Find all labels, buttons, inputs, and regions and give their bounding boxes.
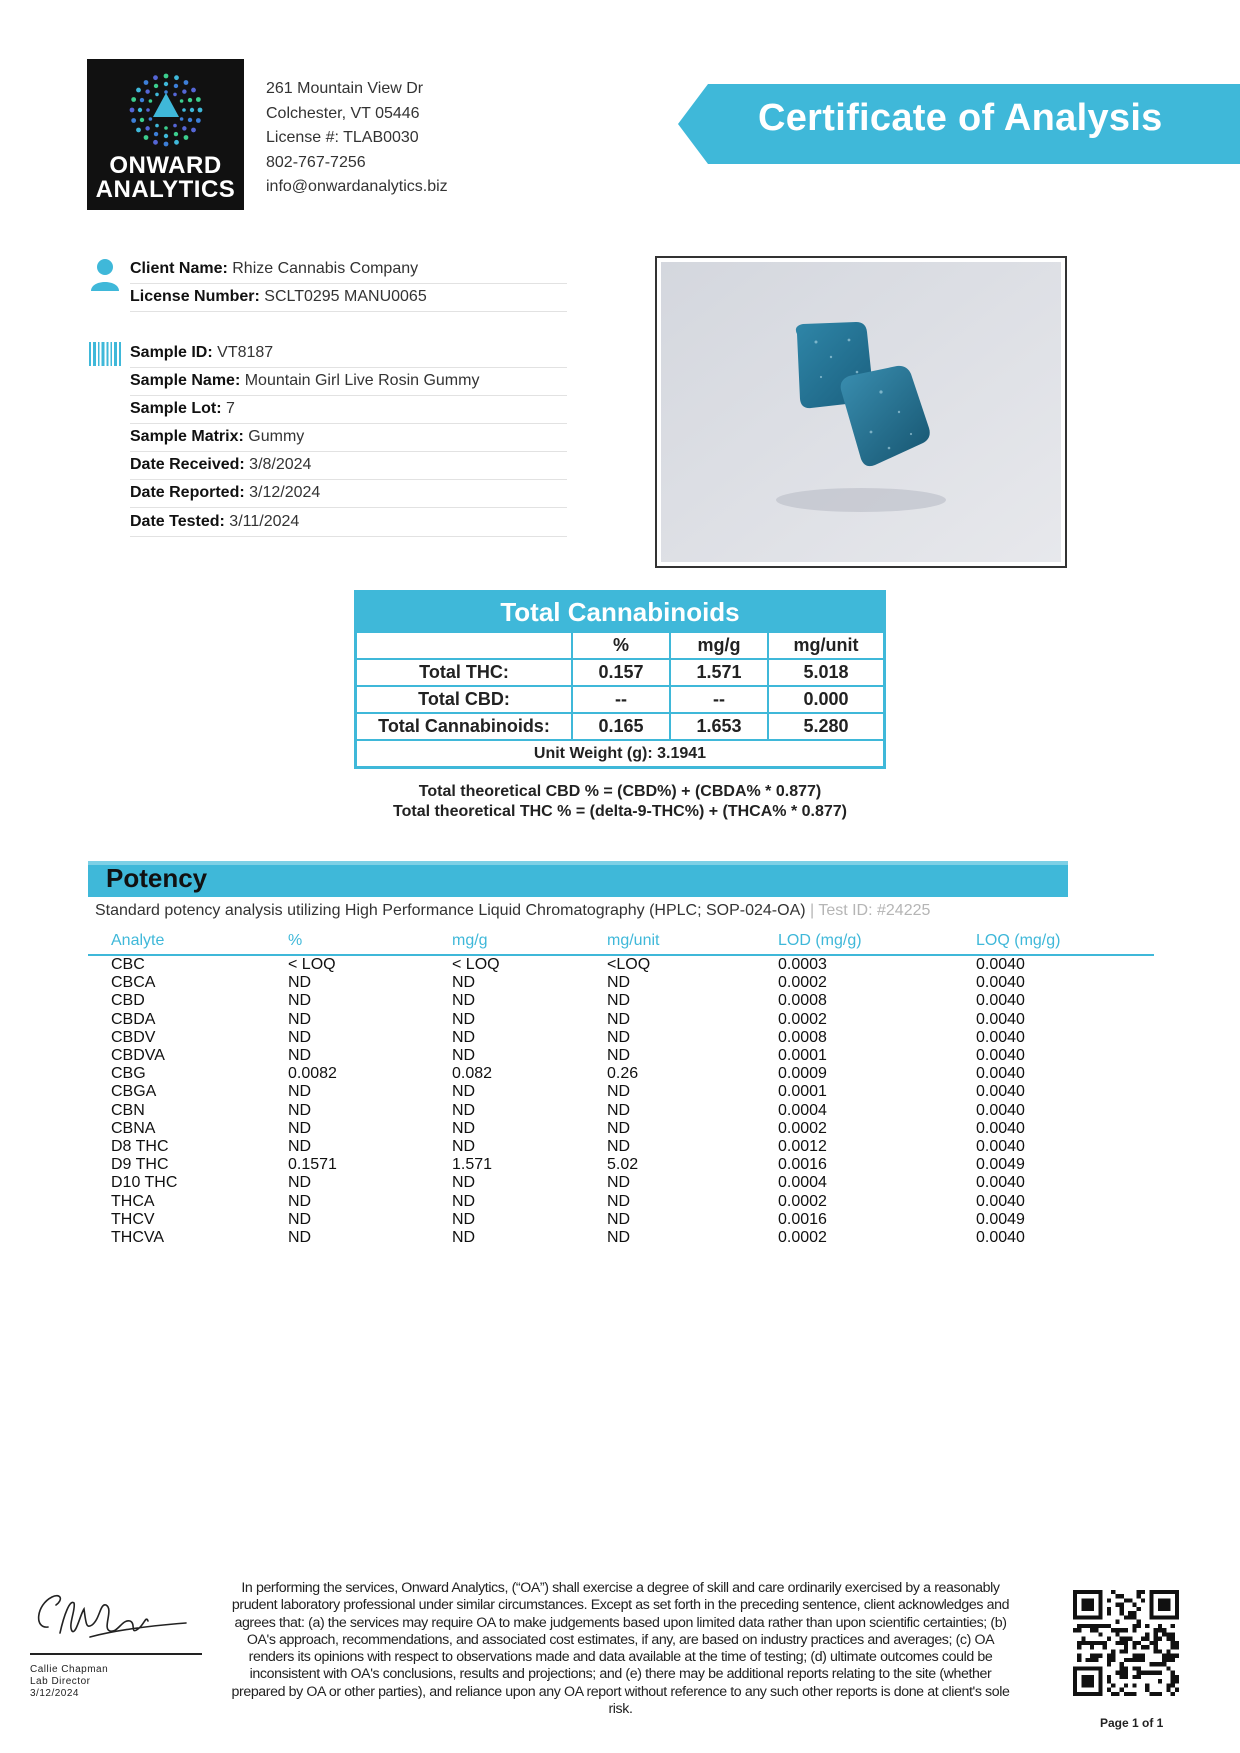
lod-cell: 0.0008 <box>778 992 827 1010</box>
potency-header-percent: % <box>265 928 429 955</box>
mgunit-cell: <LOQ <box>607 956 651 973</box>
potency-row <box>88 1047 1154 1065</box>
potency-header-loq: LOQ (mg/g) <box>953 928 1154 955</box>
lod-cell: 0.0004 <box>778 1101 827 1119</box>
mgunit-cell: 0.26 <box>607 1065 639 1083</box>
potency-row <box>88 1029 1154 1047</box>
mgunit-cell: ND <box>607 1101 631 1119</box>
client-name-row <box>130 256 567 284</box>
logo-line-1: ONWARD <box>109 152 222 179</box>
percent-cell: 0.1571 <box>288 1156 337 1174</box>
analyte-cell: CBDA <box>111 1010 156 1028</box>
unit-weight: Unit Weight (g): 3.1941 <box>356 740 885 768</box>
potency-header-analyte: Analyte <box>88 928 265 955</box>
lod-cell: 0.0002 <box>778 1119 827 1137</box>
sample-matrix-value: Gummy <box>248 428 305 445</box>
onward-analytics-logo <box>87 59 244 210</box>
loq-cell: 0.0040 <box>976 974 1025 992</box>
potency-row <box>88 1120 1154 1138</box>
percent-cell: ND <box>288 1083 312 1101</box>
analyte-cell: CBDVA <box>111 1047 165 1065</box>
barcode-icon <box>89 342 121 366</box>
potency-test-id: | Test ID: #24225 <box>805 902 931 919</box>
signature-date: 3/12/2024 <box>30 1688 79 1699</box>
tc-cell: -- <box>670 686 768 713</box>
lod-cell: 0.0002 <box>778 1010 827 1028</box>
mgunit-cell: ND <box>607 1192 631 1210</box>
date-received-label: Date Received: <box>130 456 245 473</box>
percent-cell: ND <box>288 1174 312 1192</box>
potency-row <box>88 1211 1154 1229</box>
percent-cell: ND <box>288 1229 312 1247</box>
loq-cell: 0.0040 <box>976 1083 1025 1101</box>
mgunit-cell: ND <box>607 1229 631 1247</box>
sample-photo <box>661 262 1061 562</box>
percent-cell: ND <box>288 1028 312 1046</box>
license-line: License #: TLAB0030 <box>266 129 419 146</box>
formula-notes <box>300 782 940 822</box>
tc-cell: Total Cannabinoids: <box>356 713 573 740</box>
sample-id-label: Sample ID: <box>130 344 213 361</box>
lod-cell: 0.0008 <box>778 1028 827 1046</box>
loq-cell: 0.0040 <box>976 956 1025 973</box>
date-reported-row <box>130 480 567 508</box>
mgg-cell: ND <box>452 1138 476 1156</box>
loq-cell: 0.0049 <box>976 1210 1025 1228</box>
mgg-cell: ND <box>452 1047 476 1065</box>
client-name-value: Rhize Cannabis Company <box>232 260 419 277</box>
potency-header-mgg: mg/g <box>429 928 584 955</box>
percent-cell: ND <box>288 992 312 1010</box>
percent-cell: 0.0082 <box>288 1065 337 1083</box>
potency-row <box>88 1065 1154 1083</box>
document-title: Certificate of Analysis <box>758 97 1163 139</box>
mgunit-cell: ND <box>607 1083 631 1101</box>
mgg-cell: ND <box>452 1229 476 1247</box>
tc-header-cell: % <box>572 632 670 659</box>
mgg-cell: ND <box>452 1028 476 1046</box>
address-line: Colchester, VT 05446 <box>266 104 420 122</box>
potency-row <box>88 974 1154 992</box>
mgunit-cell: ND <box>607 1047 631 1065</box>
loq-cell: 0.0040 <box>976 992 1025 1010</box>
tc-cell: 1.571 <box>670 659 768 686</box>
tc-row-total-thc <box>356 659 885 686</box>
percent-cell: ND <box>288 974 312 992</box>
lod-cell: 0.0001 <box>778 1083 827 1101</box>
mgg-cell: 1.571 <box>452 1156 493 1174</box>
sample-name-value: Mountain Girl Live Rosin Gummy <box>244 372 480 389</box>
percent-cell: ND <box>288 1119 312 1137</box>
loq-cell: 0.0040 <box>976 1101 1025 1119</box>
logo-line-2: ANALYTICS <box>95 176 236 203</box>
loq-cell: 0.0049 <box>976 1156 1025 1174</box>
loq-cell: 0.0040 <box>976 1065 1025 1083</box>
mgunit-cell: ND <box>607 1028 631 1046</box>
percent-cell: ND <box>288 1138 312 1156</box>
potency-table <box>88 928 1154 1247</box>
total-cannabinoids-title: Total Cannabinoids <box>356 592 885 633</box>
sample-id-row <box>130 340 567 368</box>
lod-cell: 0.0002 <box>778 1229 827 1247</box>
date-tested-value: 3/11/2024 <box>229 513 300 530</box>
email-line: info@onwardanalytics.biz <box>266 178 448 195</box>
percent-cell: < LOQ <box>288 956 336 973</box>
mgunit-cell: 5.02 <box>607 1156 639 1174</box>
mgg-cell: ND <box>452 992 476 1010</box>
lod-cell: 0.0002 <box>778 974 827 992</box>
mgg-cell: ND <box>452 1174 476 1192</box>
potency-row <box>88 1011 1154 1029</box>
address-line: 261 Mountain View Dr <box>266 80 424 97</box>
potency-row <box>88 1174 1154 1192</box>
sample-lot-row <box>130 396 567 424</box>
signer-name: Callie Chapman <box>30 1664 109 1675</box>
potency-row <box>88 1229 1154 1247</box>
sample-name-label: Sample Name: <box>130 372 241 389</box>
tc-cell: 0.000 <box>768 686 885 713</box>
mgg-cell: ND <box>452 1119 476 1137</box>
analyte-cell: D9 THC <box>111 1156 169 1174</box>
tc-cell: 0.165 <box>572 713 670 740</box>
tc-cell: 0.157 <box>572 659 670 686</box>
date-received-row <box>130 452 567 480</box>
mgunit-cell: ND <box>607 1119 631 1137</box>
loq-cell: 0.0040 <box>976 1028 1025 1046</box>
signature-image <box>30 1585 190 1651</box>
potency-row <box>88 1193 1154 1211</box>
analyte-cell: CBG <box>111 1065 146 1083</box>
loq-cell: 0.0040 <box>976 1010 1025 1028</box>
certificate-banner <box>678 84 1240 164</box>
lod-cell: 0.0003 <box>778 956 827 973</box>
tc-cell: Total CBD: <box>356 686 573 713</box>
analyte-cell: CBGA <box>111 1083 157 1101</box>
date-tested-row <box>130 509 567 537</box>
sample-lot-value: 7 <box>226 400 235 417</box>
loq-cell: 0.0040 <box>976 1174 1025 1192</box>
tc-row-total-cannabinoids <box>356 713 885 740</box>
percent-cell: ND <box>288 1101 312 1119</box>
potency-title: Potency <box>106 863 208 893</box>
date-reported-label: Date Reported: <box>130 484 245 501</box>
analyte-cell: THCV <box>111 1210 155 1228</box>
license-number-value: SCLT0295 MANU0065 <box>264 288 427 305</box>
analyte-cell: D8 THC <box>111 1138 169 1156</box>
signature-line <box>30 1653 202 1655</box>
percent-cell: ND <box>288 1210 312 1228</box>
percent-cell: ND <box>288 1192 312 1210</box>
potency-row <box>88 992 1154 1010</box>
tc-header-cell: mg/unit <box>768 632 885 659</box>
loq-cell: 0.0040 <box>976 1047 1025 1065</box>
analyte-cell: CBN <box>111 1101 145 1119</box>
qr-code-icon[interactable] <box>1073 1590 1179 1696</box>
mgg-cell: ND <box>452 1010 476 1028</box>
loq-cell: 0.0040 <box>976 1192 1025 1210</box>
potency-header-mgunit: mg/unit <box>584 928 755 955</box>
analyte-cell: CBC <box>111 956 145 973</box>
lod-cell: 0.0001 <box>778 1047 827 1065</box>
date-tested-label: Date Tested: <box>130 513 225 530</box>
tc-header-cell: mg/g <box>670 632 768 659</box>
tc-header-cell <box>356 632 573 659</box>
page-number: Page 1 of 1 <box>1100 1716 1164 1730</box>
lod-cell: 0.0004 <box>778 1174 827 1192</box>
lod-cell: 0.0016 <box>778 1210 827 1228</box>
analyte-cell: CBCA <box>111 974 156 992</box>
client-name-label: Client Name: <box>130 260 228 277</box>
mgunit-cell: ND <box>607 992 631 1010</box>
mgg-cell: ND <box>452 1101 476 1119</box>
sample-matrix-row <box>130 424 567 452</box>
loq-cell: 0.0040 <box>976 1229 1025 1247</box>
analyte-cell: CBDV <box>111 1028 156 1046</box>
tc-cell: -- <box>572 686 670 713</box>
signer-title: Lab Director <box>30 1676 91 1687</box>
mgg-cell: < LOQ <box>452 956 500 973</box>
mgunit-cell: ND <box>607 1138 631 1156</box>
signer-block <box>30 1664 108 1700</box>
license-number-row <box>130 284 567 312</box>
date-received-value: 3/8/2024 <box>249 456 312 473</box>
mgunit-cell: ND <box>607 1210 631 1228</box>
lod-cell: 0.0016 <box>778 1156 827 1174</box>
tc-cell: 5.280 <box>768 713 885 740</box>
sample-id-value: VT8187 <box>217 344 274 361</box>
mgg-cell: ND <box>452 1083 476 1101</box>
mgg-cell: ND <box>452 1210 476 1228</box>
logo-dots-icon <box>127 71 205 149</box>
percent-cell: ND <box>288 1010 312 1028</box>
potency-row <box>88 1083 1154 1101</box>
potency-row <box>88 1156 1154 1174</box>
mgunit-cell: ND <box>607 1174 631 1192</box>
sample-name-row <box>130 368 567 396</box>
lod-cell: 0.0002 <box>778 1192 827 1210</box>
mgg-cell: ND <box>452 1192 476 1210</box>
analyte-cell: THCVA <box>111 1229 165 1247</box>
person-icon <box>89 257 121 291</box>
mgg-cell: 0.082 <box>452 1065 493 1083</box>
analyte-cell: CBD <box>111 992 145 1010</box>
thc-formula: Total theoretical THC % = (delta-9-THC%) + (THCA% * 0.877) <box>393 803 847 820</box>
lod-cell: 0.0009 <box>778 1065 827 1083</box>
total-cannabinoids-table <box>354 590 886 769</box>
analyte-cell: D10 THC <box>111 1174 178 1192</box>
sample-photo-frame <box>655 256 1067 568</box>
phone-line: 802-767-7256 <box>266 153 366 171</box>
loq-cell: 0.0040 <box>976 1138 1025 1156</box>
cbd-formula: Total theoretical CBD % = (CBD%) + (CBDA% * 0.877) <box>418 783 822 800</box>
lab-address <box>266 77 448 200</box>
potency-row <box>88 1138 1154 1156</box>
tc-cell: 5.018 <box>768 659 885 686</box>
potency-header-bar <box>88 861 1068 897</box>
analyte-cell: CBNA <box>111 1119 156 1137</box>
lod-cell: 0.0012 <box>778 1138 827 1156</box>
mgg-cell: ND <box>452 974 476 992</box>
percent-cell: ND <box>288 1047 312 1065</box>
potency-row <box>88 1102 1154 1120</box>
sample-matrix-label: Sample Matrix: <box>130 428 244 445</box>
sample-lot-label: Sample Lot: <box>130 400 222 417</box>
mgunit-cell: ND <box>607 1010 631 1028</box>
potency-row <box>88 955 1154 974</box>
tc-cell: 1.653 <box>670 713 768 740</box>
tc-row-total-cbd <box>356 686 885 713</box>
analyte-cell: THCA <box>111 1192 155 1210</box>
potency-header-lod: LOD (mg/g) <box>755 928 953 955</box>
disclaimer-text: In performing the services, Onward Analytics, (“OA”) shall exercise a degree of skill and care ordinarily exercised by a reasonably prudent laboratory professional under similar circumstances. Except as set forth in the preceding sentence, client acknowledges and agrees that: (a) the services may require OA to make judgements based upon limited data rather than upon scientific certainties; (b) OA's approach, recommendations, and associated cost estimates, if any, are based on industry practices and averages; (c) OA renders its opinions with respect to observations made and data available at the time of testing; (d) ultimate outcomes could be inconsistent with OA's conclusions, results and projections; and (e) there may be additional reports relating to the site (whether prepared by OA or other parties), and reliance upon any OA report without reference to any such other reports is done at client's sole risk. <box>231 1580 1010 1718</box>
license-number-label: License Number: <box>130 288 260 305</box>
potency-description <box>95 902 930 920</box>
tc-cell: Total THC: <box>356 659 573 686</box>
mgunit-cell: ND <box>607 974 631 992</box>
date-reported-value: 3/12/2024 <box>249 484 321 501</box>
loq-cell: 0.0040 <box>976 1119 1025 1137</box>
potency-method: Standard potency analysis utilizing High Performance Liquid Chromatography (HPLC; SOP-024-OA) <box>95 902 806 919</box>
